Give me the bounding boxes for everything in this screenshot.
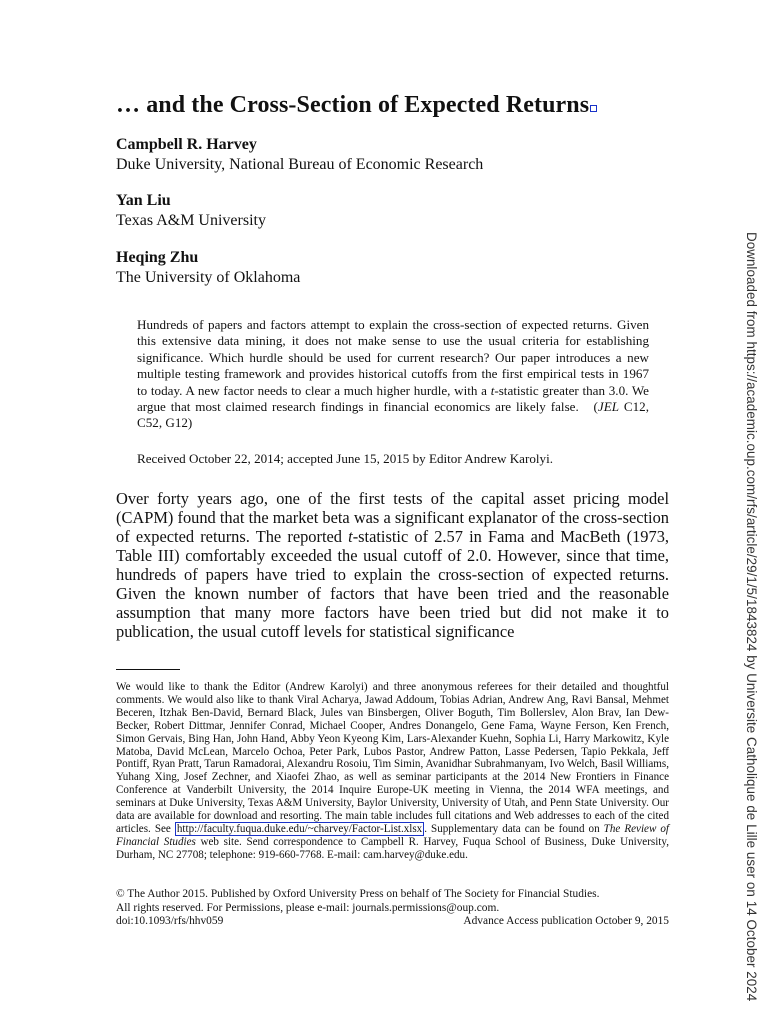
body-paragraph: Over forty years ago, one of the first tests of the capital asset pricing model (CAPM) found that the market beta was a significant explanator of the cross-section of expected returns. The reported [116,489,669,546]
received-note: Received October 22, 2014; accepted June 15, 2015 by Editor Andrew Karolyi. [137,451,553,466]
t-symbol: t [490,382,495,398]
data-link[interactable]: http://faculty.fuqua.duke.edu/~charvey/Factor-List.xlsx [176,822,423,835]
author-name: Yan Liu [116,192,171,209]
doi-row [116,915,669,929]
permissions-line: All rights reserved. For Permissions, please e-mail: journals.permissions@oup.com. [116,901,500,914]
author-block [116,191,676,231]
doi: doi:10.1093/rfs/hhv059 [116,915,224,927]
footnote-rule [116,669,180,670]
jel-codes: C12, C52, G12) [137,399,650,431]
author-affiliation: Texas A&M University [116,212,266,229]
title-text: … and the Cross-Section of Expected Returns [116,92,590,118]
copyright-line: © The Author 2015. Published by Oxford University Press on behalf of The Society for Financial Studies. [116,888,600,900]
copyright-block [116,888,669,929]
paper-title [116,92,676,119]
author-affiliation: Duke University, National Bureau of Economic Research [116,156,484,173]
author-name: Campbell R. Harvey [116,136,257,153]
jel-label: JEL [597,399,619,415]
abstract-text: Hundreds of papers and factors attempt to explain the cross-section of expected returns. Given this extensive data mining, it does not make sense to use the usual criteria for establishing significance. Which hurdle should be used for current research? Our paper introduces a new multiple testing framework and provides historical cutoffs from the first empirical tests in 1967 to today. A new factor needs to clear a much higher hurdle, with a [137,317,649,398]
journal-name: The Review of Financial Studies [116,822,670,848]
footnote-text: . Supplementary data can be found on [424,822,604,835]
footnote [116,681,669,862]
title-link-marker[interactable] [590,105,597,112]
author-name: Heqing Zhu [116,249,199,266]
author-block [116,135,676,175]
jel-prefix: ( [593,399,598,415]
abstract [137,317,649,432]
footnote-text: We would like to thank the Editor (Andrew Karolyi) and three anonymous referees for their detailed and thoughtful comments. We would also like to thank Viral Acharya, Jawad Addoum, Tobias Adrian, Andrew Ang, Ravi Bansal, Mehmet Beceren, Itzhak Ben-David, Bernard Black, Jules van Binsbergen, Oliver Boguth, Tim Bollerslev, Alon Brav, Ian Dew-Becker, Robert Dittmar, Jennifer Conrad, Michael Cooper, Andres Donangelo, Gene Fama, Wayne Ferson, Ken French, Simon Gervais, Bing Han, John Hand, Abby Yeon Kyeong Kim, Lars-Alexander Kuehn, Sophia Li, Harry Markowitz, Kyle Matoba, David McLean, Marcelo Ochoa, Peter Park, Lubos Pastor, Andrew Patton, Lasse Pedersen, Tapio Pekkala, Jeff Pontiff, Ryan Pratt, Tarun Ramadorai, Alexandru Rosoiu, Tim Simin, Avanidhar Subrahmanyam, Ivo Welch, Basil Williams, Yuhang Xing, Josef Zechner, and Xiaofei Zhao, as well as seminar participants at the 2014 New Frontiers in Finance Conference at Vanderbilt University, the 2014 Inquire Europe-UK meeting in Vienna, the 2014 WFA meetings, and seminars at Duke University, Texas A&M University, Baylor University, University of Utah, and Penn State University. Our data are available for download and resorting. The main table includes full citations and Web addresses to each of the cited articles. See [116,681,669,835]
author-block [116,248,676,288]
footnote-text: web site. Send correspondence to Campbell R. Harvey, Fuqua School of Business, Duke University, Durham, NC 27708; telephone: 919-660-7768. E-mail: cam.harvey@duke.edu. [116,835,669,861]
advance-access: Advance Access publication October 9, 2015 [463,915,669,927]
author-affiliation: The University of Oklahoma [116,269,301,286]
abstract-text: -statistic greater than 3.0. We argue that most claimed research findings in financial economics are likely false. [137,382,649,415]
body-text [116,489,669,641]
t-symbol: t [348,527,353,546]
download-watermark: Downloaded from https://academic.oup.com/rfs/article/29/1/5/1843824 by Universite Catholique de Lille user on 14 October 2024 [744,232,759,1002]
body-paragraph: -statistic of 2.57 in Fama and MacBeth (1973, Table III) comfortably exceeded the usual cutoff of 2.0. However, since that time, hundreds of papers have tried to explain the cross-section of expected returns. Given the known number of factors that have been tried and the reasonable assumption that many more factors have been tried but did not make it to publication, the usual cutoff levels for statistical significance [116,527,669,641]
